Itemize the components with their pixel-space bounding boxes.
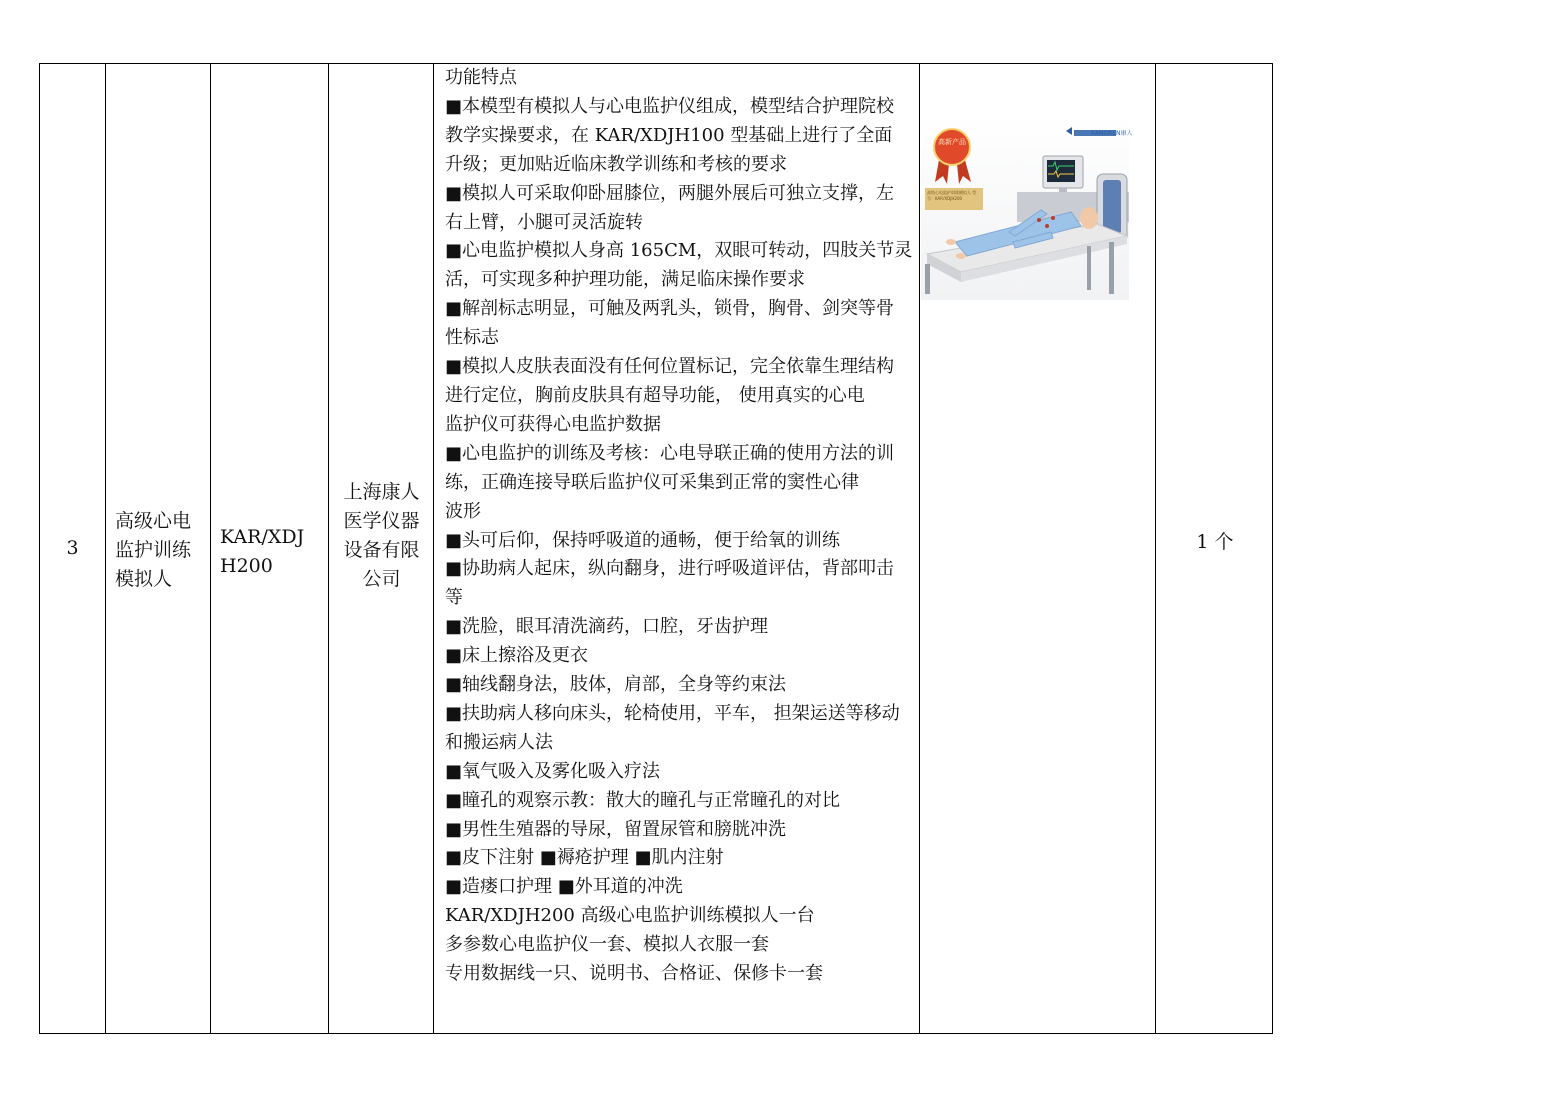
- product-name-line: 高级心电: [115, 510, 192, 532]
- feature-list: [445, 64, 920, 989]
- feature-line: 监护仪可获得心电监护数据: [445, 413, 661, 435]
- column-divider: [328, 64, 329, 1033]
- product-model: KAR/XDJH200: [220, 526, 305, 577]
- feature-line: 等: [445, 587, 463, 609]
- product-table: [39, 63, 1273, 1034]
- feature-line: ■洗脸，眼耳清洗滴药，口腔，牙齿护理: [445, 616, 769, 638]
- feature-line: 多参数心电监护仪一套、模拟人衣服一套: [445, 934, 769, 956]
- manufacturer-line: 上海康人: [343, 481, 420, 503]
- feature-line: ■男性生殖器的导尿，留置尿管和膀胱冲洗: [445, 818, 787, 840]
- feature-line: 性标志: [445, 327, 499, 349]
- feature-line: ■轴线翻身法，肢体，肩部，全身等约束法: [445, 674, 787, 696]
- column-divider: [210, 64, 211, 1033]
- feature-line: ■心电监护的训练及考核：心电导联正确的使用方法的训: [445, 442, 895, 464]
- badge-text: 高新产品: [938, 138, 966, 146]
- product-name-line: 监护训练: [115, 539, 192, 561]
- feature-line: 波形: [445, 500, 481, 522]
- feature-line: 专用数据线一只、说明书、合格证、保修卡一套: [445, 963, 823, 985]
- row-index: 3: [66, 537, 79, 559]
- product-name: [115, 507, 205, 594]
- feature-line: ■扶助病人移向床头，轮椅使用，平车， 担架运送等移动: [445, 702, 900, 724]
- feature-line: ■氧气吸入及雾化吸入疗法: [445, 760, 661, 782]
- feature-line: 进行定位，胸前皮肤具有超导功能， 使用真实的心电: [445, 384, 865, 406]
- feature-line: 和搬运病人法: [445, 731, 553, 753]
- feature-line: ■模拟人可采取仰卧屈膝位，两腿外展后可独立支撑，左: [445, 182, 895, 204]
- manufacturer: [333, 478, 430, 594]
- feature-line: ■瞳孔的观察示教：散大的瞳孔与正常瞳孔的对比: [445, 789, 841, 811]
- feature-line: ■头可后仰，保持呼吸道的通畅，便于给氧的训练: [445, 529, 841, 551]
- product-photo: [921, 114, 1133, 300]
- feature-line: 活，可实现多种护理功能，满足临床操作要求: [445, 269, 805, 291]
- manufacturer-line: 公司: [362, 568, 401, 590]
- manufacturer-line: 医学仪器: [343, 510, 420, 532]
- product-name-line: 模拟人: [115, 568, 173, 590]
- feature-line: 教学实操要求，在 KAR/XDJH100 型基础上进行了全面: [445, 124, 893, 146]
- brand-logo-text: KANGREN康人: [1091, 130, 1133, 137]
- column-divider: [433, 64, 434, 1033]
- column-divider: [105, 64, 106, 1033]
- feature-line: ■造瘘口护理 ■外耳道的冲洗: [445, 876, 683, 898]
- feature-line: ■床上擦浴及更衣: [445, 645, 589, 667]
- feature-line: KAR/XDJH200 高级心电监护训练模拟人一台: [445, 905, 815, 927]
- feature-line: 右上臂，小腿可灵活旋转: [445, 211, 643, 233]
- feature-line: ■解剖标志明显，可触及两乳头，锁骨，胸骨、剑突等骨: [445, 298, 895, 320]
- manufacturer-line: 设备有限: [343, 539, 420, 561]
- quantity: 1 个: [1196, 531, 1234, 553]
- feature-line: ■模拟人皮肤表面没有任何位置标记，完全依靠生理结构: [445, 356, 895, 378]
- feature-line: 功能特点: [445, 67, 517, 88]
- feature-line: ■本模型有模拟人与心电监护仪组成，模型结合护理院校: [445, 95, 895, 117]
- banner-text: 高级心电监护训练模拟人 型号：KAR/XDJH200: [927, 190, 977, 201]
- feature-line: 升级；更加贴近临床教学训练和考核的要求: [445, 153, 787, 175]
- feature-line: ■皮下注射 ■褥疮护理 ■肌内注射: [445, 847, 724, 869]
- feature-line: 练，正确连接导联后监护仪可采集到正常的窦性心律: [445, 471, 859, 493]
- feature-line: ■协助病人起床，纵向翻身，进行呼吸道评估，背部叩击: [445, 558, 895, 580]
- feature-line: ■心电监护模拟人身高 165CM，双眼可转动，四肢关节灵: [445, 240, 913, 262]
